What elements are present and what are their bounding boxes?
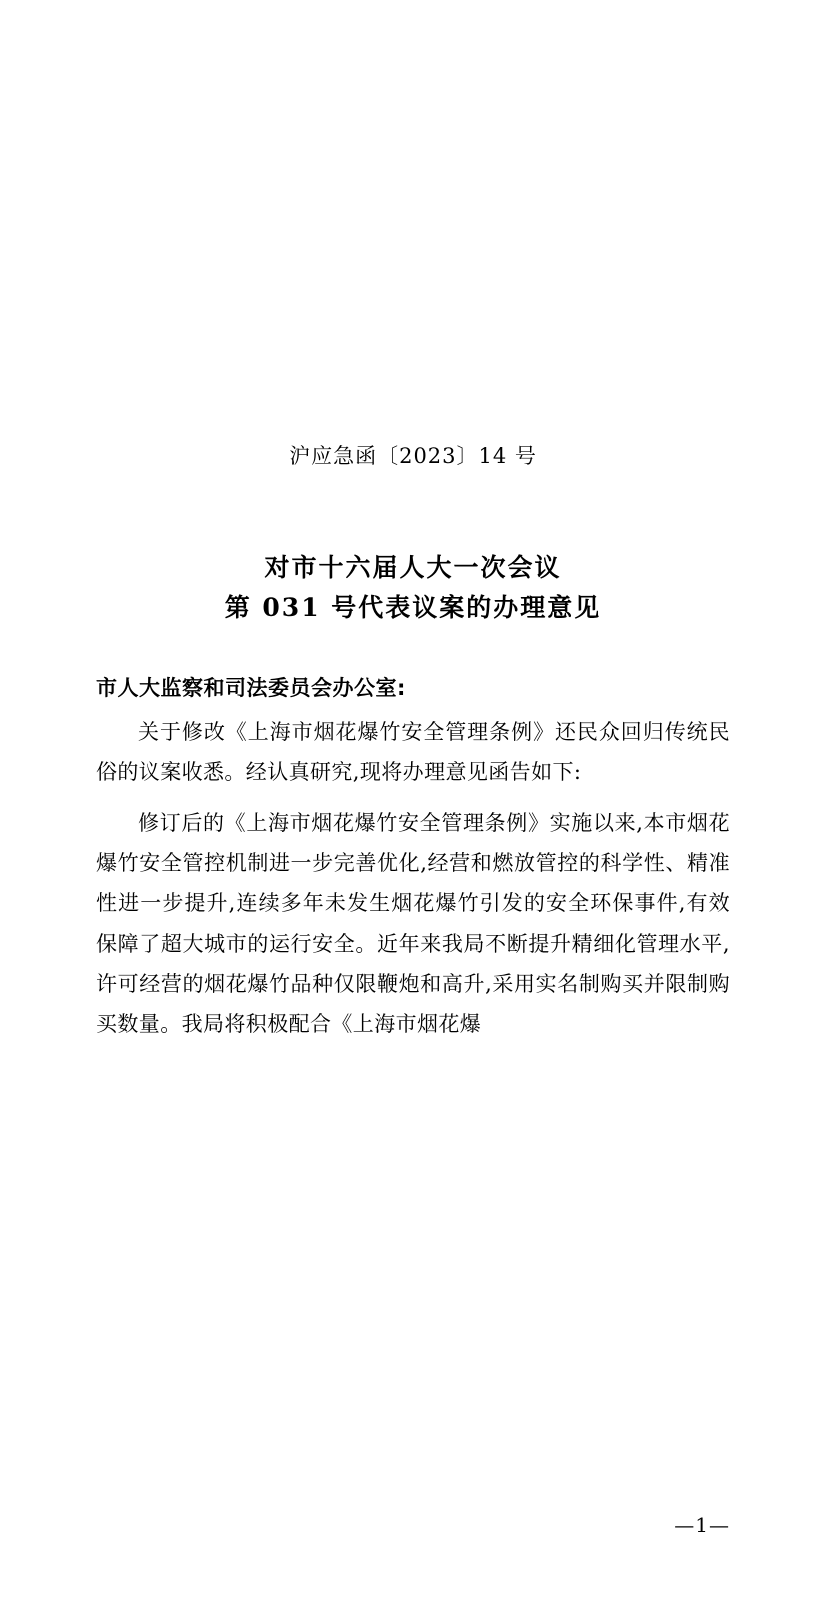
body-paragraph-2: 修订后的《上海市烟花爆竹安全管理条例》实施以来,本市烟花爆竹安全管控机制进一步完善优化,经营和燃放管控的科学性、精准性进一步提升,连续多年未发生烟花爆竹引发的安全环保事件,有效保障了超大城市的运行安全。近年来我局不断提升精细化管理水平,许可经营的烟花爆竹品种仅限鞭炮和高升,采用实名制购买并限制购买数量。我局将积极配合《上海市烟花爆 [96, 810, 730, 1037]
recipient-line: 市人大监察和司法委员会办公室: [96, 676, 406, 700]
document-number: 沪应急函〔2023〕14 号 [289, 444, 537, 468]
title-line-2: 第 031 号代表议案的办理意见 [224, 593, 602, 622]
document-page [0, 440, 826, 1609]
page-number: —1— [674, 1513, 730, 1537]
body-paragraph-1: 关于修改《上海市烟花爆竹安全管理条例》还民众回归传统民俗的议案收悉。经认真研究,现将办理意见函告如下: [96, 720, 730, 785]
title-line-1: 对市十六届人大一次会议 [264, 553, 562, 582]
document-title [96, 548, 730, 628]
